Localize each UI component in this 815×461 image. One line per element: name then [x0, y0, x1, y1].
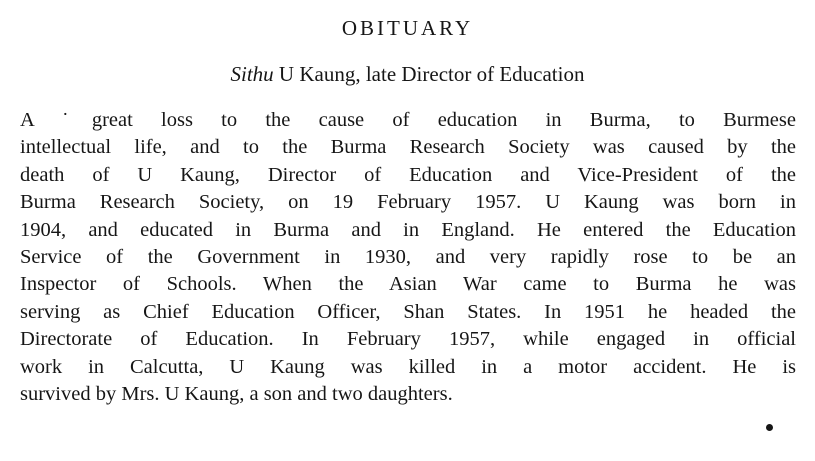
- paragraph-line: Directorate of Education. In February 1957, while engaged in official: [20, 328, 796, 351]
- paragraph-line: Inspector of Schools. When the Asian War came to Burma he was: [20, 273, 796, 296]
- paragraph-line: Burma Research Society, on 19 February 1957. U Kaung was born in: [20, 191, 796, 214]
- paragraph-line: 1904, and educated in Burma and in England. He entered the Education: [20, 218, 796, 241]
- subtitle-name: U Kaung, late Director of Education: [273, 62, 585, 86]
- paragraph-line: intellectual life, and to the Burma Research Society was caused by the: [20, 136, 796, 159]
- paragraph-line: serving as Chief Education Officer, Shan States. In 1951 he headed the: [20, 300, 796, 323]
- paragraph-line: Service of the Government in 1930, and very rapidly rose to be an: [20, 246, 796, 269]
- paragraph-line: work in Calcutta, U Kaung was killed in a motor accident. He is: [20, 355, 796, 378]
- bullet-mark: [766, 424, 773, 431]
- page-subtitle: [0, 62, 815, 87]
- obituary-paragraph: [20, 107, 796, 408]
- page-title: OBITUARY: [341, 16, 474, 40]
- subtitle-honorific: Sithu: [230, 62, 274, 86]
- paragraph-line: survived by Mrs. U Kaung, a son and two daughters.: [20, 383, 453, 406]
- paragraph-line: A ˙great loss to the cause of education in Burma, to Burmese: [20, 109, 796, 131]
- paragraph-line: death of U Kaung, Director of Education and Vice-President of the: [20, 163, 796, 186]
